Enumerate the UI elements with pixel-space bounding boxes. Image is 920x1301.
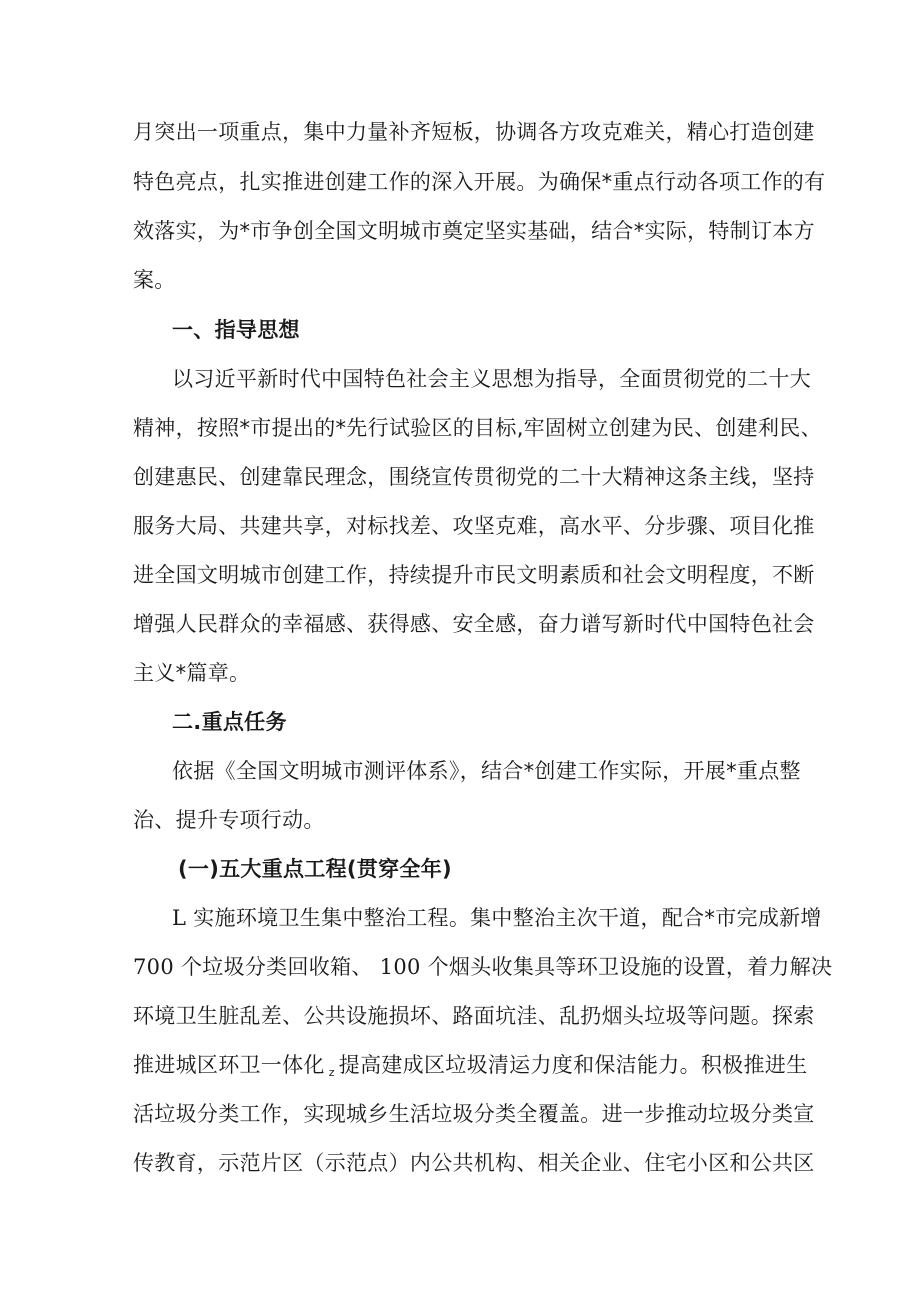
inline-mark: z	[328, 1066, 335, 1079]
section-heading-guiding-ideology: 一、指导思想	[172, 318, 300, 342]
paragraph-line: 传教育，示范片区（示范点）内公共机构、相关企业、住宅小区和公共区	[133, 1151, 815, 1175]
subsection-heading-five-projects: (一)五大重点工程(贯穿全年)	[178, 857, 452, 881]
paragraph-line: 依据《全国文明城市测评体系》，结合*创建工作实际，开展*重点整	[172, 759, 801, 783]
paragraph-line: 以习近平新时代中国特色社会主义思想为指导，全面贯彻党的二十大	[172, 367, 811, 391]
number-value: 100	[379, 955, 421, 979]
paragraph-line: 环境卫生脏乱差、公共设施损坏、路面坑洼、乱扔烟头垃圾等问题。探索	[133, 1004, 815, 1028]
paragraph-text: 个烟头收集具等环卫设施的设置，着力解决	[427, 955, 833, 979]
paragraph-line: 服务大局、共建共享，对标找差、攻坚克难，高水平、分步骤、项目化推	[133, 514, 815, 538]
number-value: 700	[133, 955, 174, 979]
paragraph-line: 精神，按照*市提出的*先行试验区的目标,牢固树立创建为民、创建利民、	[133, 416, 822, 440]
paragraph-line: 主义*篇章。	[133, 661, 251, 685]
paragraph-line: 创建惠民、创建靠民理念，围绕宣传贯彻党的二十大精神这条主线，坚持	[133, 465, 815, 489]
paragraph-line: 活垃圾分类工作，实现城乡生活垃圾分类全覆盖。进一步推动垃圾分类宣	[133, 1102, 815, 1126]
paragraph-text: 提高建成区垃圾清运力度和保洁能力。积极推进生	[338, 1053, 808, 1077]
paragraph-line: 进全国文明城市创建工作，持续提升市民文明素质和社会文明程度，不断	[133, 563, 815, 587]
paragraph-line: 效落实，为*市争创全国文明城市奠定坚实基础，结合*实际，特制订本方	[133, 219, 815, 243]
paragraph-line	[172, 904, 822, 932]
paragraph-line	[133, 1051, 807, 1087]
paragraph-text: 推进城区环卫一体化	[133, 1053, 325, 1077]
paragraph-text: 实施环境卫生集中整治工程。集中整治主次干道，配合*市完成新增	[193, 906, 822, 930]
paragraph-line: 特色亮点，扎实推进创建工作的深入开展。为确保*重点行动各项工作的有	[133, 170, 826, 194]
list-item-marker: L	[172, 906, 187, 930]
paragraph-line: 月突出一项重点，集中力量补齐短板，协调各方攻克难关，精心打造创建	[133, 120, 815, 144]
paragraph-line: 治、提升专项行动。	[133, 808, 325, 832]
paragraph-line: 增强人民群众的幸福感、获得感、安全感，奋力谱写新时代中国特色社会	[133, 612, 815, 636]
paragraph-text: 个垃圾分类回收箱、	[180, 955, 373, 979]
paragraph-line: 案。	[133, 268, 176, 292]
paragraph-line	[133, 953, 832, 981]
section-heading-key-tasks: 二.重点任务	[172, 710, 287, 734]
